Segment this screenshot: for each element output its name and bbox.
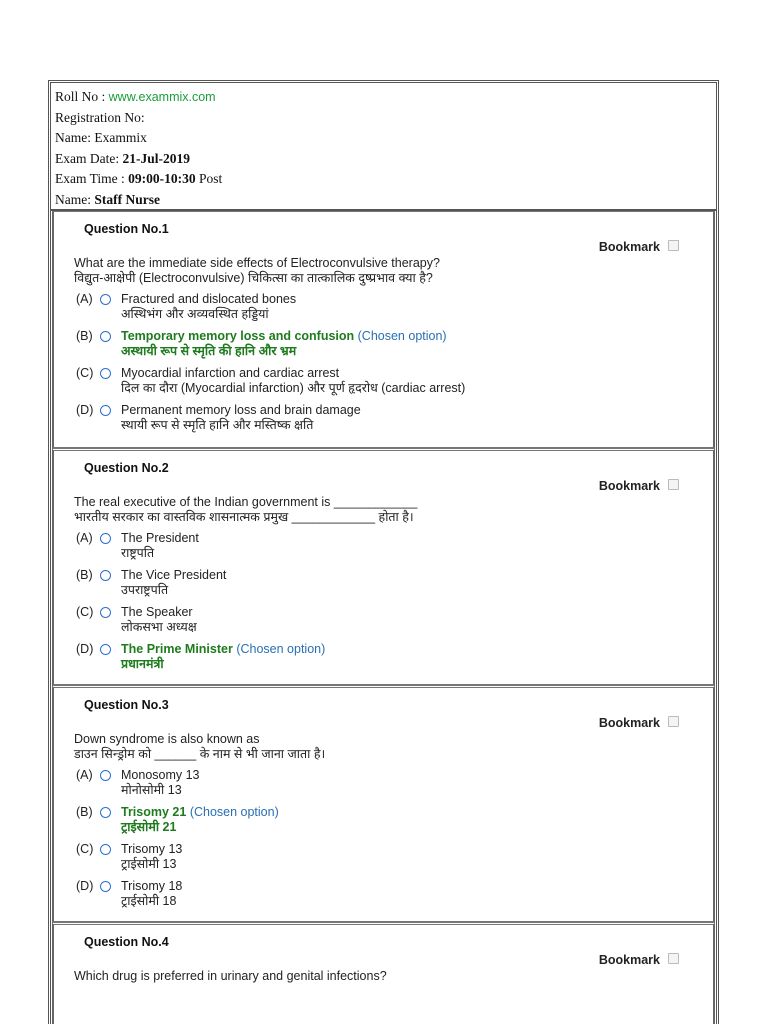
option-d[interactable]: (D) Trisomy 18 ट्राईसोमी 18 [76,879,183,908]
option-a[interactable]: (A) The President राष्ट्रपति [76,531,199,560]
registration-no: Registration No: [55,109,145,125]
bookmark-toggle[interactable]: Bookmark [599,953,679,967]
option-d[interactable]: (D) The Prime Minister (Chosen option) प्रधानमंत्री [76,642,326,671]
question-number: Question No.3 [84,698,169,712]
radio-button[interactable] [100,881,111,892]
exam-time: Exam Time : 09:00-10:30 Post [55,171,223,186]
option-b[interactable]: (B) The Vice President उपराष्ट्रपति [76,568,227,597]
radio-button[interactable] [100,807,111,818]
question-text: Which drug is preferred in urinary and genital infections? [74,969,387,983]
option-a[interactable]: (A) Fractured and dislocated bones अस्थिभंग और अव्यवस्थित हड्डियां [76,292,297,321]
chosen-option-tag: (Chosen option) [189,805,279,819]
bookmark-checkbox[interactable] [668,953,679,964]
option-list [76,768,676,916]
candidate-name: Name: Exammix [55,130,147,145]
site-link[interactable]: www.exammix.com [108,90,216,104]
question-panel [52,211,715,448]
option-list [76,292,676,440]
bookmark-toggle[interactable]: Bookmark [599,479,679,493]
bookmark-checkbox[interactable] [668,716,679,727]
bookmark-toggle[interactable]: Bookmark [599,240,679,254]
radio-button[interactable] [100,570,111,581]
question-panel [52,448,715,685]
roll-no: Roll No : www.exammix.com [55,89,216,104]
bookmark-checkbox[interactable] [668,479,679,490]
radio-button[interactable] [100,607,111,618]
exam-response-sheet [48,80,719,1024]
option-list [76,531,676,679]
radio-button[interactable] [100,533,111,544]
radio-button[interactable] [100,368,111,379]
question-panel [52,685,715,922]
radio-button[interactable] [100,644,111,655]
post-name: Name: Staff Nurse [55,191,160,207]
radio-button[interactable] [100,405,111,416]
question-panel [52,922,715,1024]
bookmark-checkbox[interactable] [668,240,679,251]
radio-button[interactable] [100,844,111,855]
radio-button[interactable] [100,770,111,781]
radio-button[interactable] [100,331,111,342]
candidate-info [51,83,716,211]
question-number: Question No.1 [84,222,169,236]
exam-date: Exam Date: 21-Jul-2019 [55,150,190,166]
option-a[interactable]: (A) Monosomy 13 मोनोसोमी 13 [76,768,200,797]
question-text: The real executive of the Indian government is ____________ भारतीय सरकार का वास्तविक शासनात्मक प्रमुख ____________ होता है। [74,495,418,524]
question-number: Question No.4 [84,935,169,949]
option-c[interactable]: (C) Myocardial infarction and cardiac arrest दिल का दौरा (Myocardial infarction) और पूर्ण हृदरोध (cardiac arrest) [76,366,466,395]
option-c[interactable]: (C) The Speaker लोकसभा अध्यक्ष [76,605,197,634]
question-number: Question No.2 [84,461,169,475]
option-b[interactable]: (B) Temporary memory loss and confusion (Chosen option) अस्थायी रूप से स्मृति की हानि और भ्रम [76,329,447,358]
option-d[interactable]: (D) Permanent memory loss and brain damage स्थायी रूप से स्मृति हानि और मस्तिष्क क्षति [76,403,361,432]
bookmark-toggle[interactable]: Bookmark [599,716,679,730]
radio-button[interactable] [100,294,111,305]
chosen-option-tag: (Chosen option) [236,642,326,656]
option-c[interactable]: (C) Trisomy 13 ट्राईसोमी 13 [76,842,183,871]
question-text: Down syndrome is also known as डाउन सिन्ड्रोम को ______ के नाम से भी जाना जाता है। [74,732,326,761]
chosen-option-tag: (Chosen option) [357,329,447,343]
question-text: What are the immediate side effects of Electroconvulsive therapy? विद्युत-आक्षेपी (Electroconvulsive) चिकित्सा का तात्कालिक दुष्प्रभाव क्या है? [74,256,440,285]
option-b[interactable]: (B) Trisomy 21 (Chosen option) ट्राईसोमी 21 [76,805,279,834]
